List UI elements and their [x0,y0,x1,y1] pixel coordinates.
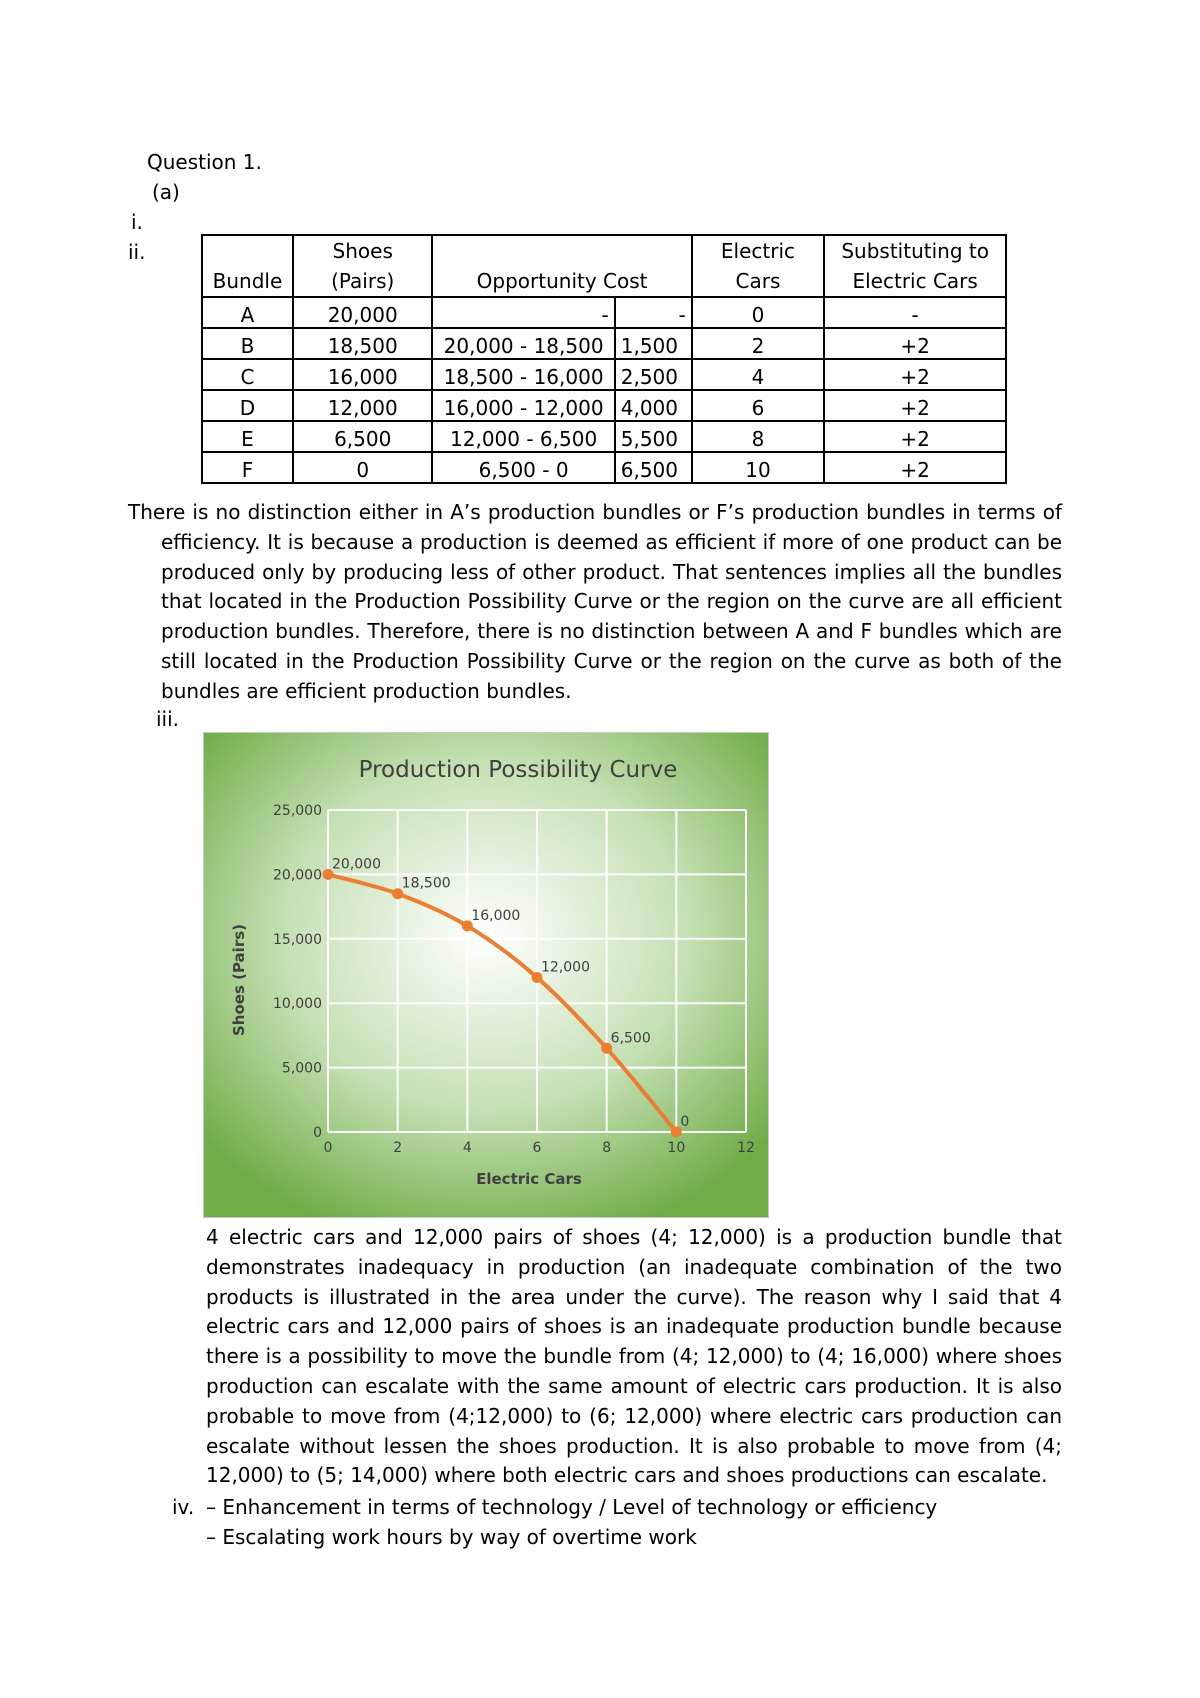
cell-shoes: 16,000 [293,359,433,390]
table-row [202,359,1006,390]
x-tick-label: 4 [462,1140,472,1156]
inadequacy-paragraph: 4 electric cars and 12,000 pairs of shoes (4; 12,000) is a production bundle that demonstrates inadequacy in production (an inadequate combination of the two products is illustrated in the area under the curve). The reason why I said that 4 electric cars and 12,000 pairs of shoes is an inadequate production bundle because there is a possibility to move the bundle from (4; 12,000) to (4; 16,000) where shoes production can escalate with the same amount of electric cars production. It is also probable to move from (4;12,000) to (6; 12,000) where electric cars production can escalate without lessen the shoes production. It is also probable to move from (4; 12,000) to (5; 14,000) where both electric cars and shoes productions can escalate. [206,1225,1062,1488]
opportunity-cost-table [201,234,1007,484]
cell-cars: 0 [692,297,825,328]
ppc-chart-svg [203,732,769,1218]
data-label: 0 [680,1114,690,1130]
cell-bundle: A [202,297,293,328]
cell-cost: 1,500 [615,328,692,359]
cell-subst: +2 [824,390,1006,421]
cell-shoes: 6,500 [293,421,433,452]
table-row [202,328,1006,359]
x-tick-label: 10 [667,1140,686,1156]
y-axis-title: Shoes (Pairs) [230,923,248,1037]
question-heading: Question 1. [147,150,262,174]
cell-subst: - [824,297,1006,328]
cell-cost: 2,500 [615,359,692,390]
cell-cars: 10 [692,452,825,483]
table-row [202,390,1006,421]
y-tick-label: 0 [313,1125,322,1141]
ppc-chart [203,732,769,1218]
item-ii-label: ii. [128,240,146,264]
table-row [202,452,1006,483]
cell-range: - [432,297,614,328]
cell-subst: +2 [824,421,1006,452]
efficiency-paragraph [128,498,1062,707]
efficiency-paragraph-body: efficiency. It is because a production is deemed as efficient if more of one product can be produced only by producing less of other product. That sentences implies all the bundles that located in the Production Possibility Curve or the region on the curve are all efficient production bundles. Therefore, there is no distinction between A and F bundles which are still located in the Production Possibility Curve or the region on the curve as both of the bundles are efficient production bundles. [161,529,1062,703]
header-shoes: Shoes (Pairs) [293,235,433,297]
x-tick-label: 0 [323,1140,333,1156]
cell-cars: 6 [692,390,825,421]
efficiency-paragraph-first-line: There is no distinction either in A’s production bundles or F’s production bundles in terms of [128,500,1062,524]
cell-cost: 6,500 [615,452,692,483]
cell-range: 16,000 - 12,000 [432,390,614,421]
cell-subst: +2 [824,328,1006,359]
data-label: 12,000 [541,959,590,976]
cell-shoes: 18,500 [293,328,433,359]
item-iv-label: iv. [172,1495,195,1519]
cell-shoes: 20,000 [293,297,433,328]
cell-cost: 4,000 [615,390,692,421]
cell-cost: - [615,297,692,328]
cell-cost: 5,500 [615,421,692,452]
data-label: 6,500 [610,1030,651,1047]
cell-cars: 2 [692,328,825,359]
cell-shoes: 12,000 [293,390,433,421]
y-tick-label: 25,000 [273,803,322,819]
y-tick-label: 15,000 [273,931,322,948]
cell-bundle: B [202,328,293,359]
cell-bundle: C [202,359,293,390]
cell-range: 20,000 - 18,500 [432,328,614,359]
chart-title: Production Possibility Curve [358,757,678,783]
cell-cars: 4 [692,359,825,390]
cell-cars: 8 [692,421,825,452]
data-label: 20,000 [332,856,381,873]
x-tick-label: 2 [393,1140,403,1156]
y-tick-label: 20,000 [273,867,322,884]
cell-range: 18,500 - 16,000 [432,359,614,390]
y-tick-label: 5,000 [281,1060,322,1077]
cell-subst: +2 [824,359,1006,390]
data-label: 18,500 [401,875,451,892]
cell-range: 12,000 - 6,500 [432,421,614,452]
item-iii-label: iii. [156,707,180,731]
x-tick-label: 8 [602,1140,612,1156]
table-row [202,421,1006,452]
cell-bundle: E [202,421,293,452]
iv-item-technology: – Enhancement in terms of technology / Level of technology or efficiency [206,1495,938,1519]
data-label: 16,000 [471,907,521,924]
part-a-label: (a) [152,180,180,204]
cell-shoes: 0 [293,452,433,483]
cell-range: 6,500 - 0 [432,452,614,483]
iv-item-overtime: – Escalating work hours by way of overtime work [206,1525,697,1549]
header-opportunity-cost: Opportunity Cost [432,235,691,297]
x-axis-title: Electric Cars [476,1170,582,1188]
y-tick-label: 10,000 [273,996,322,1013]
header-bundle: Bundle [202,235,293,297]
x-tick-label: 6 [532,1140,542,1156]
header-electric-cars: Electric Cars [692,235,825,297]
header-substituting: Substituting to Electric Cars [824,235,1006,297]
x-tick-label: 12 [737,1140,755,1156]
item-i-label: i. [131,210,143,234]
table-row [202,297,1006,328]
cell-bundle: F [202,452,293,483]
cell-bundle: D [202,390,293,421]
table-header-row [202,235,1006,297]
cell-subst: +2 [824,452,1006,483]
